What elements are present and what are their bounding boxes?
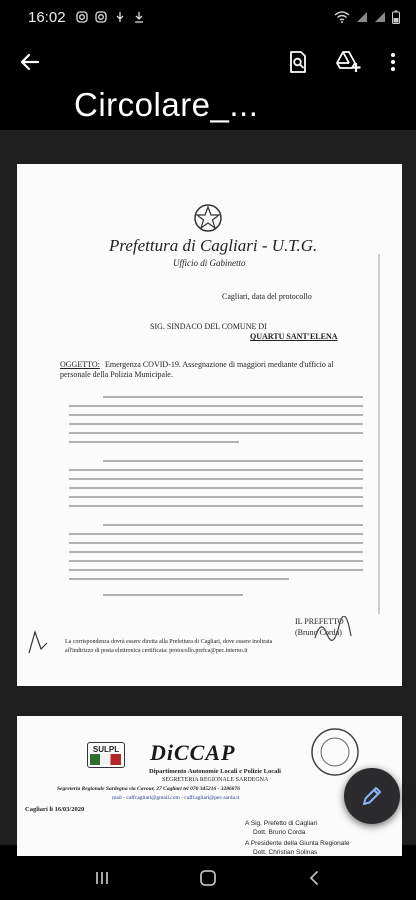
protocol-stamp	[378, 254, 380, 614]
signal-icon	[356, 11, 368, 23]
body-text-line	[69, 441, 239, 443]
oggetto-line-2: personale della Polizia Municipale.	[60, 370, 173, 379]
wifi-icon	[334, 11, 350, 23]
oggetto-label: OGGETTO:	[60, 360, 100, 369]
body-text-line	[69, 542, 363, 544]
edit-fab-button[interactable]	[344, 768, 400, 824]
body-text-line	[69, 505, 363, 507]
recipient-prefetto-name: Dott. Bruno Corda	[253, 829, 306, 836]
recents-icon[interactable]	[94, 870, 110, 886]
document-page-1[interactable]	[17, 164, 402, 686]
more-vert-icon	[390, 52, 396, 72]
add-to-drive-icon	[335, 51, 361, 73]
document-title: Circolare_...	[74, 86, 259, 123]
app-bar	[0, 34, 416, 90]
more-options-button[interactable]	[378, 42, 408, 82]
org-line: Dipartimento Autonomie Locali e Polizie Locali	[149, 768, 281, 775]
body-text-line	[69, 469, 363, 471]
system-icons	[334, 10, 400, 24]
back-icon[interactable]	[306, 870, 322, 886]
body-text-line	[69, 496, 363, 498]
signature-person: (Bruno Corda)	[295, 628, 342, 637]
home-icon[interactable]	[199, 869, 217, 887]
pencil-edit-icon	[361, 785, 383, 807]
body-text-line	[103, 396, 363, 398]
add-to-drive-button[interactable]	[328, 42, 368, 82]
body-text-line	[69, 533, 363, 535]
email-line: mail - caffcagliari@gmail.com - caffcagliari@pec.sarda.it	[112, 795, 240, 801]
body-text-line	[69, 432, 363, 434]
oggetto-line-1: Emergenza COVID-19. Assegnazione di maggiori mediante d'ufficio al	[105, 360, 334, 369]
document-viewer[interactable]	[0, 130, 416, 856]
recipient-prefetto: A Sig. Prefetto di Cagliari	[245, 820, 318, 827]
search-document-button[interactable]	[278, 42, 318, 82]
download-icon	[133, 11, 145, 23]
body-text-line	[103, 524, 363, 526]
back-button[interactable]	[10, 42, 50, 82]
prefettura-header: Prefettura di Cagliari - U.T.G.	[109, 236, 318, 255]
footer-line-1: La corrispondenza dovrà essere diretta alla Prefettura di Cagliari, dove essere inoltrata	[65, 639, 273, 645]
notification-icons	[76, 11, 145, 23]
recipient-presidente-name: Dott. Christian Solinas	[253, 849, 318, 856]
instagram-icon	[76, 11, 88, 23]
body-text-line	[69, 551, 363, 553]
status-bar	[0, 0, 416, 34]
battery-icon	[392, 10, 400, 24]
recipient-line-2: QUARTU SANT'ELENA	[250, 332, 338, 341]
union-badge-label: SULPL	[92, 745, 120, 754]
document-page-2[interactable]	[17, 716, 402, 856]
footer-line-2: all'indirizzo di posta elettronica certificata: protocollo.prefca@pec.interno.it	[65, 648, 248, 654]
signal-icon	[374, 11, 386, 23]
system-nav-bar	[0, 856, 416, 900]
union-badge-flag	[90, 754, 121, 765]
signature-title: IL PREFETTO	[295, 617, 344, 626]
body-text-line	[103, 594, 243, 596]
back-arrow-icon	[20, 52, 40, 72]
round-stamp	[309, 726, 361, 778]
body-text-line	[69, 478, 363, 480]
instagram-icon	[95, 11, 107, 23]
emblem-icon	[192, 202, 224, 234]
secretariat-line: SEGRETERIA REGIONALE SARDEGNA	[162, 777, 269, 783]
body-text-line	[69, 487, 363, 489]
recipient-presidente: A Presidente della Giunta Regionale	[245, 840, 350, 847]
search-document-icon	[288, 51, 308, 73]
body-text-line	[69, 569, 363, 571]
status-time: 16:02	[28, 8, 66, 26]
address-line: Segreteria Regionale Sardegna via Cavour, 27 Cagliari tel 070 345216 - 3286876	[57, 786, 241, 792]
ufficio-header: Ufficio di Gabinetto	[173, 258, 246, 268]
diccap-logo: DiCCAP	[150, 740, 236, 765]
union-badge	[87, 742, 125, 768]
body-text-line	[69, 423, 363, 425]
letter-date: Cagliari li 16/03/2020	[25, 806, 85, 813]
usb-icon	[114, 11, 126, 23]
body-text-line	[103, 460, 363, 462]
signature-scribble	[313, 616, 353, 646]
recipient-line-1: SIG. SINDACO DEL COMUNE DI	[150, 322, 267, 331]
body-text-line	[69, 560, 363, 562]
handwritten-mark	[27, 629, 49, 655]
body-text-line	[69, 414, 363, 416]
body-text-line	[69, 578, 289, 580]
body-text-line	[69, 405, 363, 407]
date-line: Cagliari, data del protocollo	[222, 292, 312, 301]
